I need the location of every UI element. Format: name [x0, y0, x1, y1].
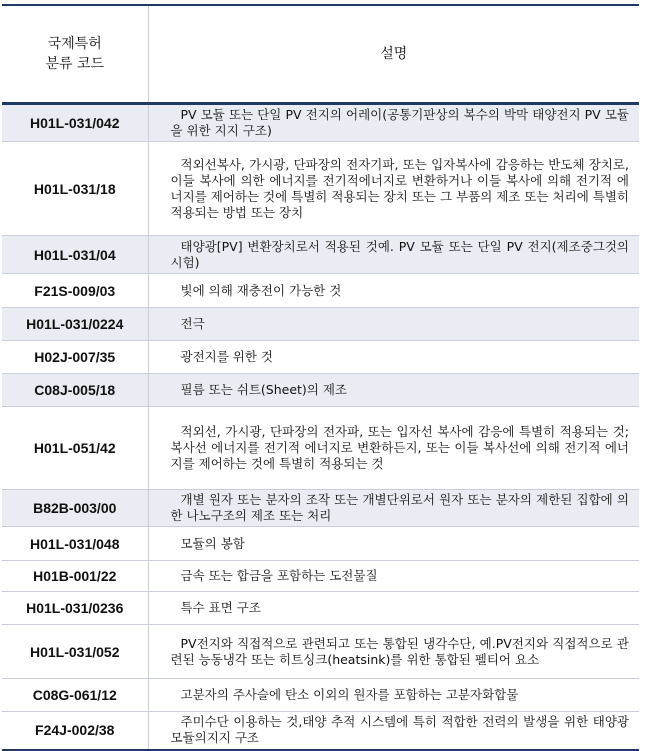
- code-column-header: [2, 5, 148, 104]
- table-row: [2, 274, 639, 308]
- table-header-row: [2, 5, 639, 104]
- ipc-code-cell: H02J-007/35: [2, 341, 148, 374]
- ipc-code-cell: H01L-051/42: [2, 407, 148, 490]
- description-cell: 적외선, 가시광, 단파장의 전자파, 또는 입자선 복사에 감응에 특별히 적용되는 것; 복사선 에너지를 전기적 에너지로 변환하든지, 또는 이들 복사선에 의해 전기적 에너지를 제어하는 것에 특별히 적용되는 것: [148, 407, 639, 490]
- ipc-code-cell: H01L-031/052: [2, 625, 148, 679]
- ipc-code-cell: H01L-031/042: [2, 104, 148, 142]
- ipc-code-cell: H01L-031/18: [2, 142, 148, 236]
- ipc-code-cell: H01B-001/22: [2, 561, 148, 592]
- code-header-line1: 국제특허: [47, 36, 102, 52]
- table-row: [2, 341, 639, 374]
- description-cell: 모듈의 봉함: [148, 527, 639, 561]
- ipc-code-cell: H01L-031/0236: [2, 592, 148, 625]
- table-row: [2, 561, 639, 592]
- table-row: [2, 407, 639, 490]
- table-row: [2, 527, 639, 561]
- description-cell: 주미수단 이용하는 것,태양 추적 시스템에 특히 적합한 전력의 발생을 위한 태양광 모듈의지지 구조: [148, 712, 639, 750]
- description-cell: 태양광[PV] 변환장치로서 적용된 것예. PV 모듈 또는 단일 PV 전지(제조중그것의시험): [148, 236, 639, 274]
- table-row: [2, 142, 639, 236]
- description-cell: 필름 또는 쉬트(Sheet)의 제조: [148, 374, 639, 407]
- description-cell: PV전지와 직접적으로 관련되고 또는 통합된 냉각수단, 예.PV전지와 직접적으로 관련된 능동냉각 또는 히트싱크(heatsink)를 위한 통합된 펠티어 요소: [148, 625, 639, 679]
- ipc-code-cell: B82B-003/00: [2, 490, 148, 527]
- ipc-code-cell: H01L-031/0224: [2, 308, 148, 341]
- table-row: [2, 104, 639, 142]
- table-row: [2, 679, 639, 712]
- description-cell: PV 모듈 또는 단일 PV 전지의 어레이(공통기판상의 복수의 박막 태양전지 PV 모듈을 위한 지지 구조): [148, 104, 639, 142]
- table-row: [2, 308, 639, 341]
- ipc-code-table: [2, 4, 639, 751]
- description-cell: 적외선복사, 가시광, 단파장의 전자기파, 또는 입자복사에 감응하는 반도체 장치로, 이들 복사에 의한 에너지를 전기적에너지로 변환하거나 이들 복사에 의해 전기적 에너지를 제어하는 것에 특별히 적용되는 장치 또는 그 부품의 제조 또는 처리에 특별히 적용되는 방법 또는 장치: [148, 142, 639, 236]
- description-cell: 개별 원자 또는 분자의 조작 또는 개별단위로서 원자 또는 분자의 제한된 집합에 의한 나노구조의 제조 또는 처리: [148, 490, 639, 527]
- description-cell: 빛에 의해 재충전이 가능한 것: [148, 274, 639, 308]
- ipc-code-cell: C08J-005/18: [2, 374, 148, 407]
- table-row: [2, 625, 639, 679]
- code-header-line2: 분류 코드: [45, 56, 105, 72]
- description-cell: 광전지를 위한 것: [148, 341, 639, 374]
- table-row: [2, 592, 639, 625]
- ipc-code-cell: C08G-061/12: [2, 679, 148, 712]
- description-cell: 금속 또는 합금을 포함하는 도전물질: [148, 561, 639, 592]
- description-column-header: 설명: [148, 5, 639, 104]
- table-row: [2, 712, 639, 750]
- description-cell: 고분자의 주사슬에 탄소 이외의 원자를 포함하는 고분자화합물: [148, 679, 639, 712]
- description-cell: 전극: [148, 308, 639, 341]
- ipc-code-cell: H01L-031/04: [2, 236, 148, 274]
- description-cell: 특수 표면 구조: [148, 592, 639, 625]
- ipc-code-cell: F24J-002/38: [2, 712, 148, 750]
- ipc-code-cell: F21S-009/03: [2, 274, 148, 308]
- table-row: [2, 236, 639, 274]
- table-row: [2, 490, 639, 527]
- ipc-code-cell: H01L-031/048: [2, 527, 148, 561]
- table-row: [2, 374, 639, 407]
